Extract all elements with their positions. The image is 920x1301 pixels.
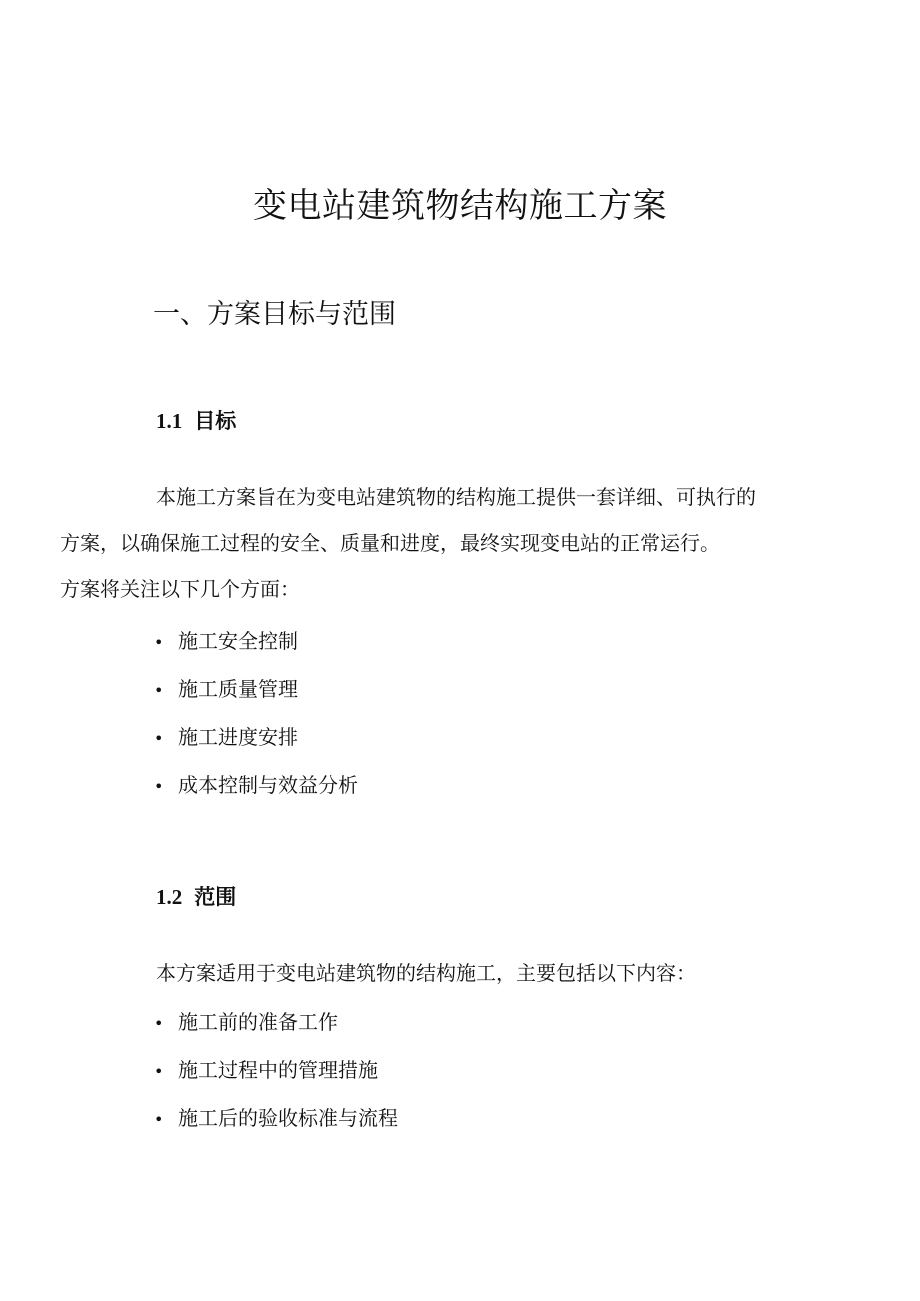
paragraph-line: 方案，以确保施工过程的安全、质量和进度，最终实现变电站的正常运行。: [60, 531, 720, 555]
list-item: [154, 617, 358, 665]
list-item-text: 成本控制与效益分析: [178, 773, 358, 797]
subsection-number: 1.1: [156, 409, 183, 433]
goal-bullet-list: [154, 617, 358, 809]
bullet-icon: •: [154, 1110, 164, 1129]
paragraph-line: 本方案适用于变电站建筑物的结构施工，主要包括以下内容：: [156, 961, 696, 985]
bullet-icon: •: [154, 1014, 164, 1033]
document-title: 变电站建筑物结构施工方案: [253, 186, 667, 226]
list-item: [154, 665, 358, 713]
list-item-text: 施工质量管理: [178, 677, 298, 701]
scope-bullet-list: [154, 998, 398, 1142]
goal-paragraph: [60, 474, 828, 612]
subsection-heading-scope: [156, 881, 236, 911]
list-item: [154, 1094, 398, 1142]
bullet-icon: •: [154, 777, 164, 796]
scope-paragraph: [108, 950, 828, 996]
list-item-text: 施工过程中的管理措施: [178, 1058, 378, 1082]
bullet-icon: •: [154, 729, 164, 748]
bullet-icon: •: [154, 681, 164, 700]
bullet-icon: •: [154, 633, 164, 652]
paragraph-line: 本施工方案旨在为变电站建筑物的结构施工提供一套详细、可执行的: [156, 485, 756, 509]
list-item: [154, 761, 358, 809]
bullet-icon: •: [154, 1062, 164, 1081]
list-item-text: 施工进度安排: [178, 725, 298, 749]
subsection-label: 范围: [194, 885, 237, 909]
subsection-label: 目标: [194, 409, 237, 433]
list-item-text: 施工安全控制: [178, 629, 298, 653]
list-item: [154, 998, 398, 1046]
list-item: [154, 713, 358, 761]
list-item-text: 施工前的准备工作: [178, 1010, 338, 1034]
list-item: [154, 1046, 398, 1094]
section-heading: 一、方案目标与范围: [153, 299, 396, 330]
subsection-number: 1.2: [156, 885, 183, 909]
paragraph-line: 方案将关注以下几个方面：: [60, 577, 300, 601]
subsection-heading-goal: [156, 405, 236, 435]
list-item-text: 施工后的验收标准与流程: [178, 1106, 398, 1130]
